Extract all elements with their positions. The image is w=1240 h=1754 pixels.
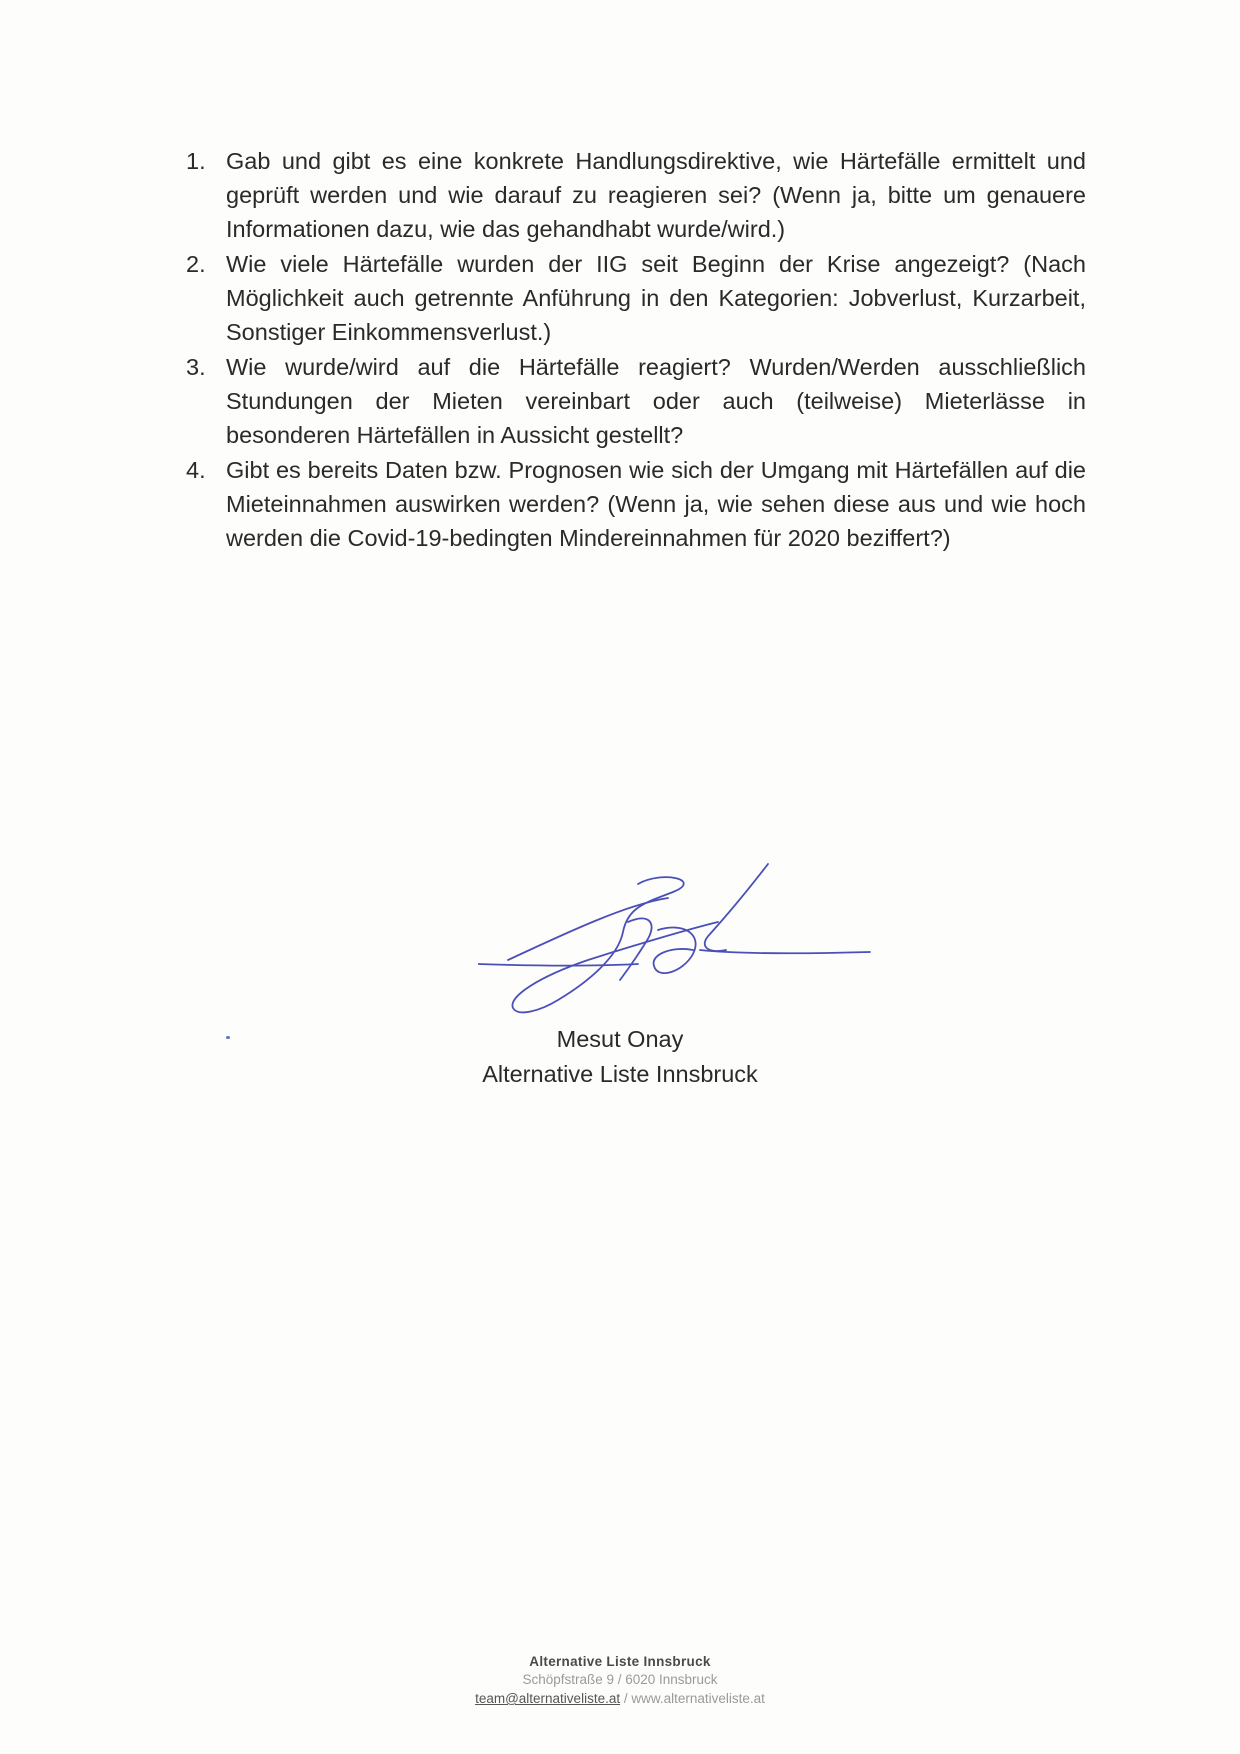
footer-email-link[interactable]: team@alternativeliste.at (475, 1691, 621, 1706)
question-text: Gab und gibt es eine konkrete Handlungsdirektive, wie Härtefälle ermittelt und geprüft werden und wie darauf zu reagieren sei? (Wenn ja, bitte um genauere Informationen dazu, wie das gehandhabt wurde/wird.) (226, 148, 1086, 242)
question-item-1 (186, 144, 1086, 246)
question-text: Wie wurde/wird auf die Härtefälle reagiert? Wurden/Werden ausschließlich Stundungen der Mieten vereinbart oder auch (teilweise) Mieterlässe in besonderen Härtefällen in Aussicht gestellt? (226, 354, 1086, 448)
question-text: Wie viele Härtefälle wurden der IIG seit Beginn der Krise angezeigt? (Nach Möglichkeit auch getrennte Anführung in den Kategorien: Jobverlust, Kurzarbeit, Sonstiger Einkommensverlust.) (226, 251, 1086, 345)
question-text: Gibt es bereits Daten bzw. Prognosen wie sich der Umgang mit Härtefällen auf die Mieteinnahmen auswirken werden? (Wenn ja, wie sehen diese aus und wie hoch werden die Covid-19-bedingten Mindereinnahmen für 2020 beziffert?) (226, 457, 1086, 551)
footer-address: Schöpfstraße 9 / 6020 Innsbruck (522, 1672, 718, 1687)
question-number: 4. (186, 457, 206, 483)
question-list (186, 144, 1086, 556)
footer-organization: Alternative Liste Innsbruck (529, 1654, 711, 1669)
question-item-4 (186, 453, 1086, 555)
signer-name: Mesut Onay (556, 1026, 684, 1052)
question-number: 3. (186, 354, 206, 380)
question-number: 2. (186, 251, 206, 277)
question-item-2 (186, 247, 1086, 349)
scan-speck (226, 1036, 230, 1039)
question-number: 1. (186, 148, 206, 174)
footer-contact (370, 1689, 870, 1708)
question-item-3 (186, 350, 1086, 452)
footer-website[interactable]: www.alternativeliste.at (631, 1691, 765, 1706)
handwritten-signature (478, 862, 888, 1027)
signature-strokes (478, 864, 870, 1012)
footer-separator: / (620, 1691, 632, 1706)
signer-organization: Alternative Liste Innsbruck (482, 1061, 758, 1087)
